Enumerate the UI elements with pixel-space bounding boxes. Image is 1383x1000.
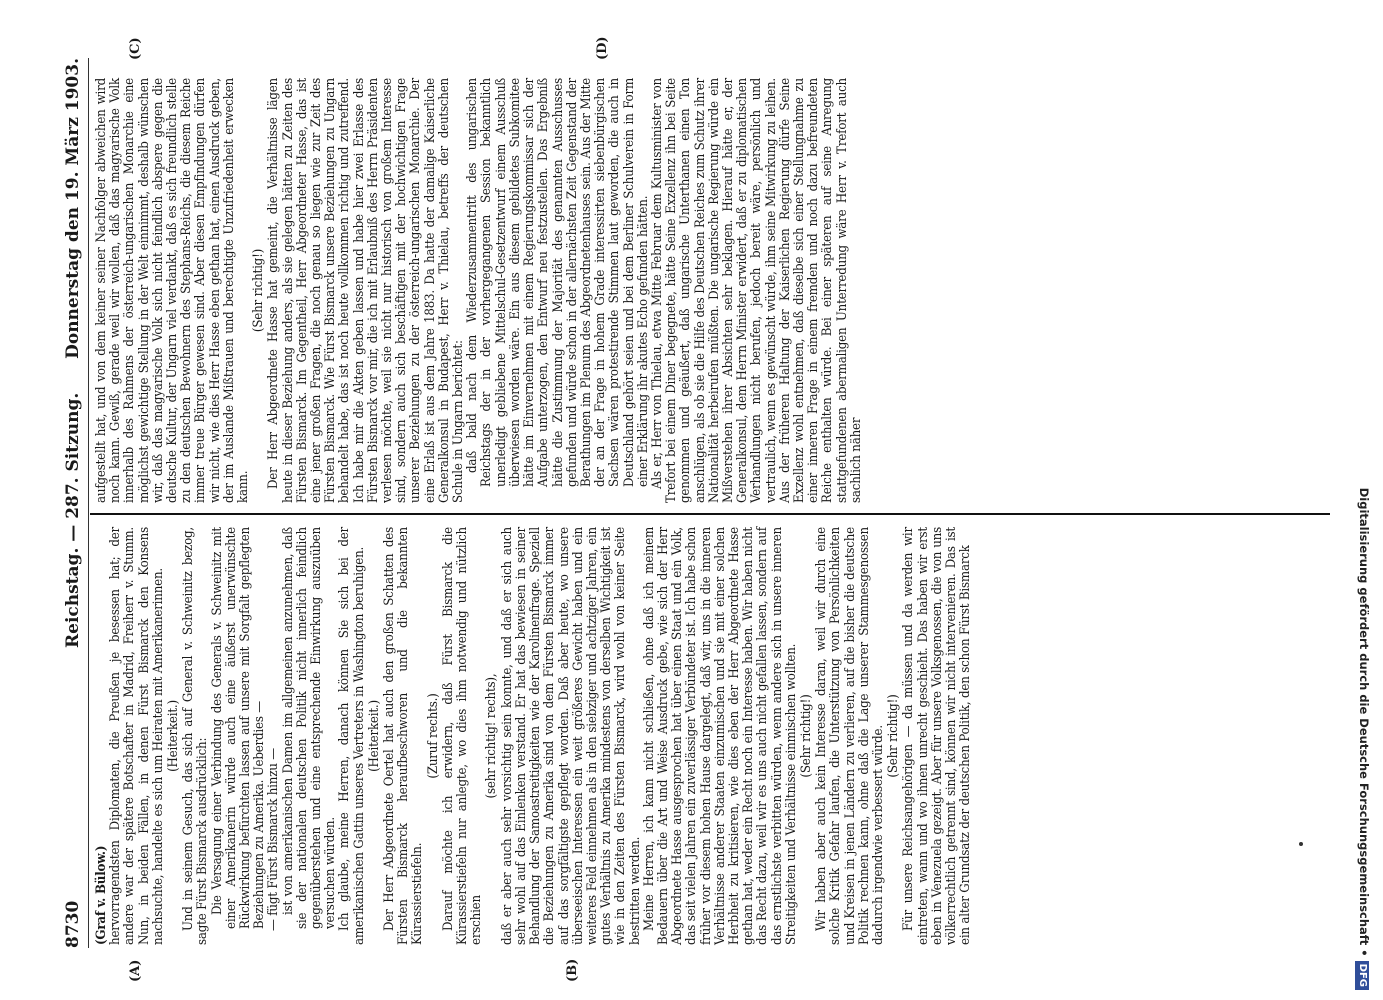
paragraph: Der Herr Abgeordnete Oertel hat auch den großen Schatten des Fürsten Bismarck heraufbeschworen und die bekannten Kürassierstiefeln. — [382, 527, 426, 945]
reaction: (sehr richtig! rechts), — [484, 673, 500, 799]
paragraph: Wir haben aber auch kein Interesse daran, weil wir durch eine solche Kritik Gefahr laufen, die Unterstützung von Persönlichkeiten und Kreisen in jenen Ländern zu verlieren, auf die bisher die deutsche Politik rechnen kann, ohne daß die Lage unserer Stammesgenossen dadurch irgendwie verbessert würde. — [814, 527, 886, 945]
paragraph: — fügt Fürst Bismarck hinzu — — [266, 748, 282, 931]
credit-text: Digitalisierung gefördert durch die Deutsche Forschungsgemeinschaft • — [1357, 487, 1371, 957]
column-divider — [90, 513, 1330, 515]
page-number: 8730 — [63, 900, 83, 948]
quote: daß bald nach dem Wiederzusammentritt des ungarischen Reichstags der in der vorhergegangenen Session bekanntlich unerledigt gebliebene Mittelschul-Gesetzentwurf einem Ausschuß überwiesen worden wäre. Ein aus diesem gebildetes Subkomitee hätte im Einvernehmen mit einem Regierungskommissar sich der Aufgabe unterzogen, den Entwurf neu festzustellen. Das Ergebniß hätte die Zustimmung der Majorität des genannten Ausschusses gefunden und würde schon in der allernächsten Zeit Gegenstand der Berathungen im Plenum des Abgeordnetenhauses sein. Aus der Mitte der an der Frage in hohem Grade interessirten siebenbürgischen Sachsen wären protestirende Stimmen laut geworden, die auch in Deutschland gehört seien und bei dem Berliner Schulverein in Form einer Erklärung ihr akutes Echo gefunden hätten. — [465, 78, 651, 487]
text-column-right — [95, 78, 864, 503]
margin-marker-c: (C) — [128, 37, 143, 60]
margin-marker-a: (A) — [128, 959, 143, 982]
paragraph: Und in seinem Gesuch, das sich auf General v. Schweinitz bezog, sagte Fürst Bismarck ausdrücklich: — [181, 527, 211, 945]
paragraph: hervorragendsten Diplomaten, die Preußen je besessen hat; der andere war der spätere Botschafter in Madrid, Freiherr v. Stumm. Nun, in beiden Fällen, in denen Fürst Bismarck den Konsens nachsuchte, handelte es sich um Heiraten mit Amerikanerinnen. — [108, 527, 166, 945]
reaction: (Heiterkeit.) — [166, 700, 182, 772]
session-date: Donnerstag den 19. März 1903. — [63, 58, 83, 359]
paragraph: daß er aber auch sehr vorsichtig sein konnte, und daß er sich auch sehr wohl auf das Einlenken verstand. Er hat das bewiesen in seiner Behandlung der Samoastreitigkeiten wie der Karolinenfrage. Speziell die Beziehungen zu Amerika sind von dem Fürsten Bismarck immer auf das sorgfältigste gepflegt worden. Daß aber heute, wo unsere überseeischen Interessen ein weit größeres Gewicht haben und ein weiteres Feld einnehmen als in den siebziger und achtziger Jahren, ein gutes Verhältnis zu Amerika mindestens von derselben Wichtigkeit ist wie in den Zeiten des Fürsten Bismarck, wird wohl von keiner Seite bestritten werden. — [499, 527, 643, 945]
paragraph: Für unsere Reichsangehörigen — da müssen und da werden wir eintreten, wann und wo ihnen unrecht geschieht. Das haben wir erst eben in Venezuela gezeigt. Aber für unsere Volksgenossen, die von uns völkerrechtlich getrennt sind, können wir nicht intervenieren. Das ist ein alter Grundsatz der deutschen Politik, den schon Fürst Bismarck — [901, 527, 974, 945]
paragraph: Als er, Herr von Thielau, etwa Mitte Februar dem Kultusminister von Trefort bei einem Diner begegnete, hätte Seine Exzellenz ihn bei Seite genommen und geäußert, daß ungarische Unterthanen einen Ton anschlügen, als ob sie die Hilfe des Deutschen Reiches zum Schutz ihrer Nationalität herbeirufen müßten. Die ungarische Regierung würde ein Mißverstehen ihrer Absichten sehr beklagen. Hierauf hätte er, der Generalkonsul, dem Herrn Minister erwidert, daß er zu diplomatischen Verhandlungen nicht berufen, jedoch bereit wäre, persönlich und vertraulich, wenn es gewünscht würde, ihm seine Mitwirkung zu leihen. Aus der früheren Haltung der Kaiserlichen Regierung dürfe Seine Exzellenz wohl entnehmen, daß dieselbe sich einer Stellungnahme zu einer inneren Frage in einem fremden und noch dazu befreundeten Reiche enthalten würde. Bei einer späteren auf seine Anregung stattgefundenen abermaligen Unterredung wäre Herr v. Trefort auch sachlich näher — [649, 78, 864, 503]
dfg-logo: DFG — [1355, 961, 1369, 990]
margin-marker-b: (B) — [565, 958, 580, 982]
reaction: (Sehr richtig!) — [886, 694, 902, 778]
reaction: (Sehr richtig!) — [798, 694, 814, 778]
paragraph: Darauf möchte ich erwidern, daß Fürst Bismarck die Kürassierstiefeln nur anlegte, wo dies ihm notwendig und nützlich erschien — [440, 527, 485, 945]
header-rule — [88, 58, 89, 948]
digitization-credit — [1352, 10, 1376, 990]
quote: Die Versagung einer Verbindung des Generals v. Schweinitz mit einer Amerikanerin würde auch eine äußerst unerwünschte Rückwirkung befürchten lassen auf unsere mit Sorgfalt gepflegten Beziehungen zu Amerika. Ueberdies — — [209, 527, 268, 929]
quote: ist von amerikanischen Damen im allgemeinen anzunehmen, daß sie der nationalen deutschen Politik nicht innerlich feindlich gegenüberstehen und eine entsprechende Einwirkung auszuüben versuchen würden. — [280, 527, 339, 929]
session-title: Reichstag. — 287. Sitzung. — [63, 392, 83, 648]
paragraph: Ich glaube, meine Herren, danach können Sie sich bei der amerikanischen Gattin unseres Vertreters in Washington beruhigen. — [337, 527, 367, 945]
speck-mark — [1299, 842, 1303, 846]
paragraph: Meine Herren, ich kann nicht schließen, ohne daß ich meinem Bedauern über die Art und Weise Ausdruck gebe, wie sich der Herr Abgeordnete Hasse ausgesprochen hat über einen Staat und ein Volk, das seit vielen Jahren ein zuverlässiger Verbündeter ist. Ich habe schon früher vor diesem hohen Hause dargelegt, daß wir, uns in die inneren Verhältnisse anderer Staaten einzumischen und sie mit einer solchen Herbheit zu kritisieren, wie dies eben der Herr Abgeordnete Hasse gethan hat, weder ein Recht noch ein Interesse haben. Wir haben nicht das Recht dazu, weil wir es uns auch nicht gefallen lassen, sondern auf das ernstlichste verbitten würden, wenn andere sich in unsere inneren Streitigkeiten und Verhältnisse einmischen wollten. — [641, 527, 799, 945]
reaction: (Sehr richtig!) — [251, 248, 267, 333]
margin-marker-d: (D) — [595, 36, 610, 60]
paragraph: aufgestellt hat, und von dem keiner seiner Nachfolger abweichen wird noch kann. Gewiß, gerade weil wir wollen, daß das magyarische Volk innerhalb des Rahmens der österreich-ungarischen Monarchie eine möglichst gewichtige Stellung in der Welt einnimmt, deshalb wünschen wir, daß das magyarische Volk sich nicht feindlich abspere gegen die deutsche Kultur, der Ungarn viel verdankt, daß es sich freundlich stelle zu den deutschen Bewohnern des Stephans-Reichs, die diesem Reiche immer treue Bürger gewesen sind. Aber diesen Empfindungen dürfen wir nicht, wie dies Herr Hasse eben gethan hat, einen Ausdruck geben, der im Auslande Mißtrauen und berechtigte Unzufriedenheit erwecken kann. — [94, 78, 252, 503]
reaction: (Heiterkeit.) — [366, 700, 382, 772]
text-column-left — [95, 527, 973, 945]
reaction: (Zuruf rechts.) — [425, 693, 441, 779]
paragraph: Der Herr Abgeordnete Hasse hat gemeint, die Verhältnisse lägen heute in dieser Beziehung anders, als sie gelegen hätten zu Zeiten des Fürsten Bismarck. Im Gegentheil, Herr Abgeordneter Hasse, das ist eine jener großen Fragen, die noch genau so liegen wie zur Zeit des Fürsten Bismarck. Wie Fürst Bismarck unsere Beziehungen zu Ungarn behandelt habe, das ist noch heute vollkommen richtig und zutreffend. Ich habe mir die Akten geben lassen und habe hier zwei Erlasse des Fürsten Bismarck vor mir, die ich mit Erlaubniß des Herrn Präsidenten verlesen möchte, weil sie nicht nur historisch von großem Interesse sind, sondern auch sich beschäftigen mit der hochwichtigen Frage unserer Beziehungen zu der österreich-ungarischen Monarchie. Der eine Erlaß ist aus dem Jahre 1883. Da hatte der damalige Kaiserliche Generalkonsul in Budapest, Herr v. Thielau, betreffs der deutschen Schule in Ungarn berichtet: — [266, 78, 467, 503]
page-header — [55, 58, 95, 948]
speaker-line: (Graf v. Bülow.) — [94, 845, 109, 945]
